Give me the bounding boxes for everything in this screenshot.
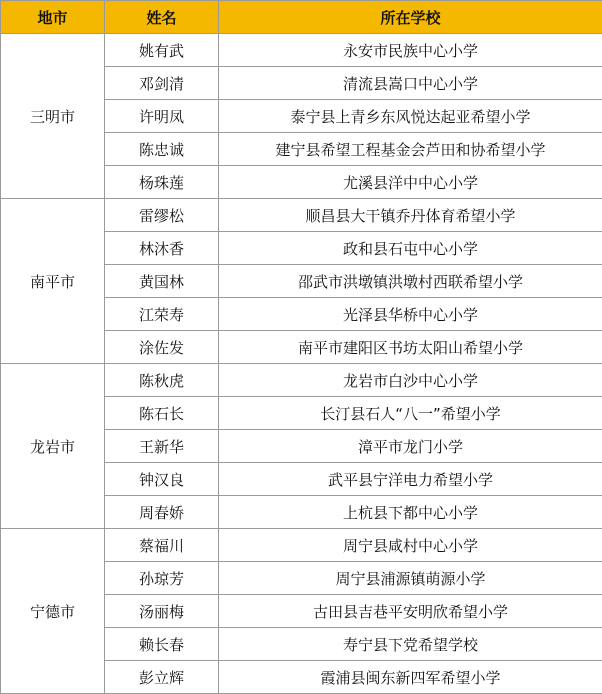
name-cell: 邓剑清 bbox=[105, 67, 219, 100]
name-cell: 陈秋虎 bbox=[105, 364, 219, 397]
name-cell: 雷缪松 bbox=[105, 199, 219, 232]
name-cell: 陈忠诚 bbox=[105, 133, 219, 166]
name-cell: 汤丽梅 bbox=[105, 595, 219, 628]
city-cell: 三明市 bbox=[1, 34, 105, 199]
name-cell: 陈石长 bbox=[105, 397, 219, 430]
name-cell: 孙琼芳 bbox=[105, 562, 219, 595]
school-cell: 尤溪县洋中中心小学 bbox=[219, 166, 602, 199]
school-cell: 周宁县咸村中心小学 bbox=[219, 529, 602, 562]
school-cell: 顺昌县大干镇乔丹体育希望小学 bbox=[219, 199, 602, 232]
school-cell: 南平市建阳区书坊太阳山希望小学 bbox=[219, 331, 602, 364]
name-cell: 赖长春 bbox=[105, 628, 219, 661]
name-cell: 江荣寿 bbox=[105, 298, 219, 331]
school-cell: 长汀县石人“八一”希望小学 bbox=[219, 397, 602, 430]
name-cell: 姚有武 bbox=[105, 34, 219, 67]
table-row bbox=[1, 529, 602, 562]
school-cell: 上杭县下都中心小学 bbox=[219, 496, 602, 529]
school-cell: 邵武市洪墩镇洪墩村西联希望小学 bbox=[219, 265, 602, 298]
name-cell: 周春娇 bbox=[105, 496, 219, 529]
name-cell: 黄国林 bbox=[105, 265, 219, 298]
header-school: 所在学校 bbox=[219, 1, 602, 34]
city-cell: 宁德市 bbox=[1, 529, 105, 694]
school-cell: 霞浦县闽东新四军希望小学 bbox=[219, 661, 602, 694]
school-cell: 光泽县华桥中心小学 bbox=[219, 298, 602, 331]
school-cell: 漳平市龙门小学 bbox=[219, 430, 602, 463]
school-cell: 政和县石屯中心小学 bbox=[219, 232, 602, 265]
name-cell: 蔡福川 bbox=[105, 529, 219, 562]
school-cell: 周宁县浦源镇萌源小学 bbox=[219, 562, 602, 595]
header-row bbox=[1, 1, 602, 34]
school-cell: 寿宁县下党希望学校 bbox=[219, 628, 602, 661]
name-cell: 杨珠莲 bbox=[105, 166, 219, 199]
school-cell: 永安市民族中心小学 bbox=[219, 34, 602, 67]
name-cell: 彭立辉 bbox=[105, 661, 219, 694]
header-name: 姓名 bbox=[105, 1, 219, 34]
table-row bbox=[1, 364, 602, 397]
table-row bbox=[1, 34, 602, 67]
table-row bbox=[1, 199, 602, 232]
school-cell: 古田县吉巷平安明欣希望小学 bbox=[219, 595, 602, 628]
header-city: 地市 bbox=[1, 1, 105, 34]
name-cell: 涂佐发 bbox=[105, 331, 219, 364]
city-cell: 南平市 bbox=[1, 199, 105, 364]
school-cell: 武平县宁洋电力希望小学 bbox=[219, 463, 602, 496]
name-cell: 许明凤 bbox=[105, 100, 219, 133]
name-cell: 林沐香 bbox=[105, 232, 219, 265]
name-cell: 王新华 bbox=[105, 430, 219, 463]
name-cell: 钟汉良 bbox=[105, 463, 219, 496]
school-cell: 龙岩市白沙中心小学 bbox=[219, 364, 602, 397]
school-cell: 泰宁县上青乡东风悦达起亚希望小学 bbox=[219, 100, 602, 133]
school-cell: 清流县嵩口中心小学 bbox=[219, 67, 602, 100]
school-cell: 建宁县希望工程基金会芦田和协希望小学 bbox=[219, 133, 602, 166]
city-cell: 龙岩市 bbox=[1, 364, 105, 529]
